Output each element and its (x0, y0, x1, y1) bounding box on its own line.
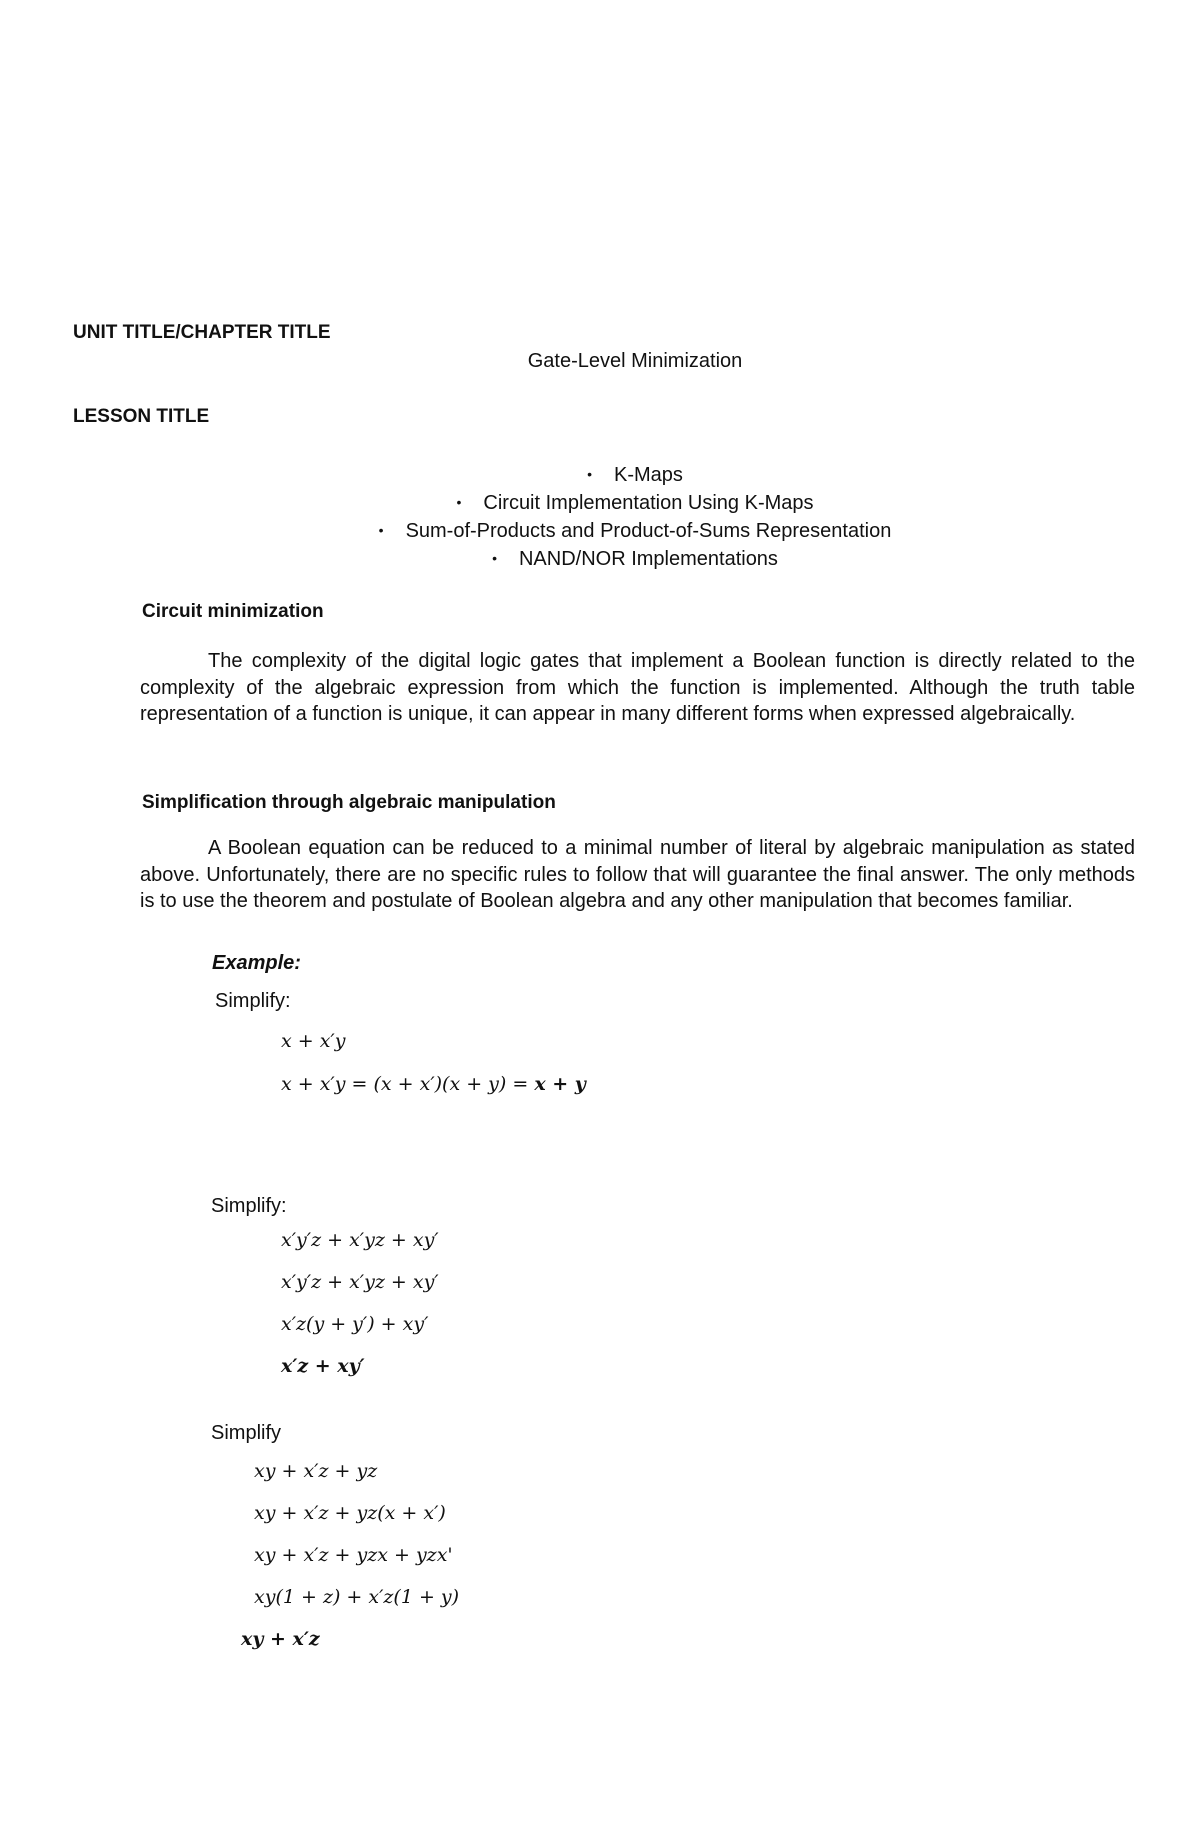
topic-text: K-Maps (614, 464, 683, 486)
lesson-topics-list (0, 460, 1200, 572)
math-step: x′y′z + x′yz + xy′ (281, 1271, 439, 1293)
math-step: xy + x′z + yzx + yzx' (254, 1544, 453, 1566)
bullet-icon: • (378, 522, 384, 538)
math-answer: x′z + xy′ (281, 1355, 365, 1377)
simplify-label: Simplify (211, 1422, 282, 1444)
list-item (0, 516, 1200, 544)
topic-text: Sum-of-Products and Product-of-Sums Representation (405, 520, 892, 542)
section-heading-algebraic-manipulation: Simplification through algebraic manipulation (142, 792, 556, 813)
math-step-expression: x + x′y = (x + x′)(x + y) = (281, 1073, 535, 1095)
math-step: xy + x′z + yz(x + x′) (254, 1502, 446, 1524)
bullet-icon: • (456, 494, 462, 510)
chapter-title-value: Gate-Level Minimization (527, 350, 743, 372)
unit-title-label: UNIT TITLE/CHAPTER TITLE (73, 322, 331, 343)
list-item (0, 544, 1200, 572)
math-step: xy(1 + z) + x′z(1 + y) (254, 1586, 460, 1608)
bullet-icon: • (492, 550, 497, 566)
math-step: x′z(y + y′) + xy′ (281, 1313, 429, 1335)
example-label: Example: (212, 952, 301, 974)
math-step (281, 1073, 586, 1095)
simplify-label: Simplify: (211, 1195, 287, 1217)
bullet-icon: • (587, 466, 592, 482)
list-item (0, 488, 1200, 516)
math-step: xy + x′z + yz (254, 1460, 378, 1482)
math-step: x + x′y (281, 1030, 346, 1052)
paragraph-algebraic-manipulation: A Boolean equation can be reduced to a minimal number of literal by algebraic manipulation as stated above. Unfortunately, there are no specific rules to follow that will guarantee the final answer. The only methods is to use the theorem and postulate of Boolean algebra and any other manipulation that becomes familiar. (140, 837, 1135, 912)
topic-text: NAND/NOR Implementations (518, 548, 778, 570)
paragraph-circuit-minimization: The complexity of the digital logic gates that implement a Boolean function is directly related to the complexity of the algebraic expression from which the function is implemented. Although the truth table representation of a function is unique, it can appear in many different forms when expressed algebraically. (140, 650, 1135, 725)
math-answer: x + y (534, 1073, 586, 1095)
math-answer: xy + x′z (241, 1628, 320, 1650)
section-heading-circuit-minimization: Circuit minimization (142, 601, 324, 622)
list-item (0, 460, 1200, 488)
simplify-label: Simplify: (215, 990, 291, 1012)
lesson-title-label: LESSON TITLE (73, 406, 210, 427)
topic-text: Circuit Implementation Using K-Maps (483, 492, 814, 514)
math-step: x′y′z + x′yz + xy′ (281, 1229, 439, 1251)
